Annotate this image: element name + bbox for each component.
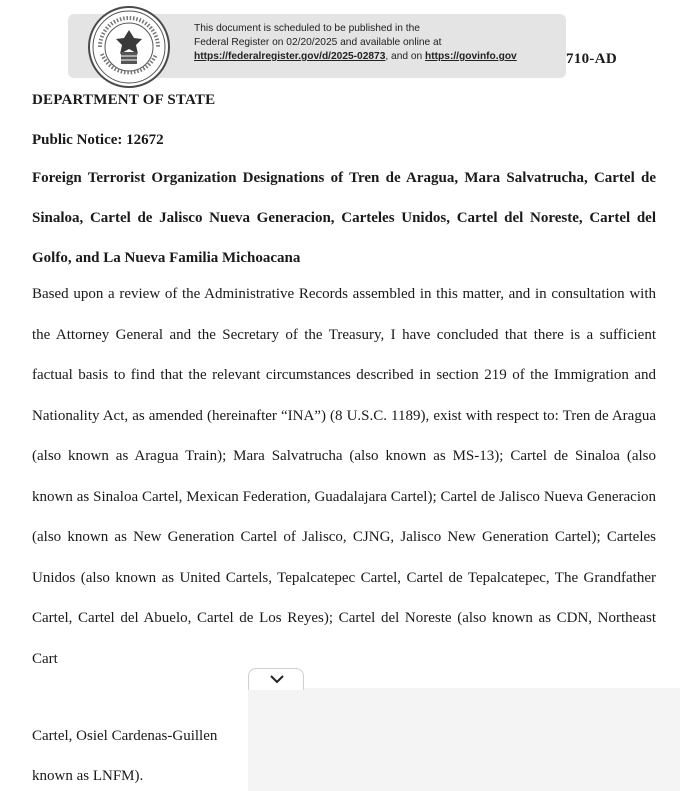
publication-notice-line1: This document is scheduled to be published in the: [194, 23, 420, 34]
body-paragraph-continued: Cartel, Osiel Cardenas-Guillen: [32, 728, 218, 744]
national-archives-seal-icon: [88, 6, 170, 88]
collapse-toggle-button[interactable]: [248, 668, 304, 690]
notice-title: Foreign Terrorist Organization Designations of Tren de Aragua, Mara Salvatrucha, Cartel de Sinaloa, Cartel de Jalisco Nueva Generacion, Carteles Unidos, Cartel del Noreste, Cartel del Golfo, and La Nueva Familia Michoacana: [32, 170, 656, 266]
chevron-down-icon: [269, 674, 285, 684]
reader-overlay-panel: [248, 688, 680, 791]
publication-notice: [194, 22, 574, 64]
public-notice-number: Public Notice: 12672: [32, 132, 164, 148]
agency-heading: DEPARTMENT OF STATE: [32, 92, 216, 108]
publication-notice-line3: [194, 50, 574, 64]
federal-register-link[interactable]: https://federalregister.gov/d/2025-02873: [194, 51, 386, 62]
body-paragraph-end: known as LNFM).: [32, 768, 144, 784]
document-code: 710-AD: [566, 51, 617, 67]
body-paragraph: Based upon a review of the Administrative Records assembled in this matter, and in consultation with the Attorney General and the Secretary of the Treasury, I have concluded that there is a sufficient factual basis to find that the relevant circumstances described in section 219 of the Immigration and Nationality Act, as amended (hereinafter “INA”) (8 U.S.C. 1189), exist with respect to: Tren de Aragua (also known as Aragua Train); Mara Salvatrucha (also known as MS-13); Cartel de Sinaloa (also known as Sinaloa Cartel, Mexican Federation, Guadalajara Cartel); Cartel de Jalisco Nueva Generacion (also known as New Generation Cartel of Jalisco, CJNG, Jalisco New Generation Cartel); Carteles Unidos (also known as United Cartels, Tepalcatepec Cartel, Cartel de Tepalcatepec, The Grandfather Cartel, Cartel del Abuelo, Cartel de Los Reyes); Cartel del Noreste (also known as CDN, Northeast Cart: [32, 286, 656, 667]
publication-notice-line2: Federal Register on 02/20/2025 and available online at: [194, 37, 442, 48]
publication-notice-connector: , and on: [385, 51, 426, 62]
govinfo-link[interactable]: https://govinfo.gov: [425, 51, 517, 62]
